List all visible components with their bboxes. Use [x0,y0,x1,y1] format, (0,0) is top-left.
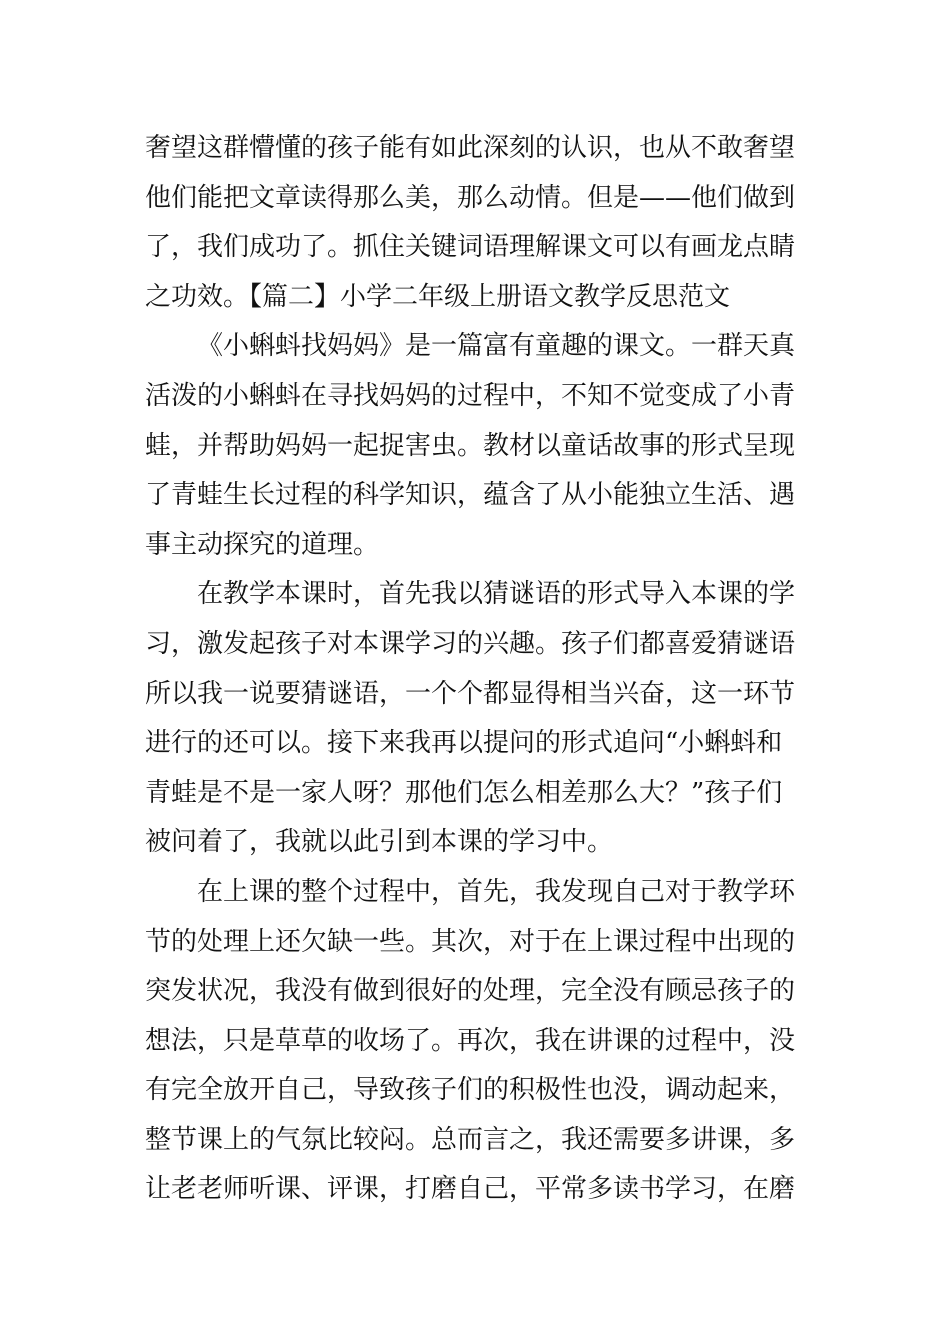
text-line: 所以我一说要猜谜语，一个个都显得相当兴奋，这一环节 [145,678,796,709]
paragraph-2 [145,322,805,570]
text-line: 之功效。【篇二】小学二年级上册语文教学反思范文 [145,281,731,312]
text-line: 习，激发起孩子对本课学习的兴趣。孩子们都喜爱猜谜语 [145,628,796,659]
paragraph-1 [145,124,805,322]
paragraph-3 [145,570,805,868]
text-line: 事主动探究的道理。 [145,529,380,560]
text-line: 奢望这群懵懂的孩子能有如此深刻的认识，也从不敢奢望 [145,133,796,163]
text-line: 了，我们成功了。抓住关键词语理解课文可以有画龙点睛 [145,232,796,263]
text-line: 青蛙是不是一家人呀？那他们怎么相差那么大？”孩子们 [145,777,783,808]
text-line: 节的处理上还欠缺一些。其次，对于在上课过程中出现的 [145,926,796,957]
text-line: 突发状况，我没有做到很好的处理，完全没有顾忌孩子的 [145,976,796,1007]
text-line: 被问着了，我就以此引到本课的学习中。 [145,827,614,858]
text-line: 蛙，并帮助妈妈一起捉害虫。教材以童话故事的形式呈现 [145,430,796,461]
text-line: 在教学本课时，首先我以猜谜语的形式导入本课的学 [197,579,796,610]
text-line: 让老老师听课、评课，打磨自己，平常多读书学习，在磨 [145,1174,796,1205]
text-line: 《小蝌蚪找妈妈》是一篇富有童趣的课文。一群天真 [197,331,796,362]
text-line: 进行的还可以。接下来我再以提问的形式追问“小蝌蚪和 [145,728,783,759]
text-line: 在上课的整个过程中，首先，我发现自己对于教学环 [197,876,796,907]
text-line: 活泼的小蝌蚪在寻找妈妈的过程中，不知不觉变成了小青 [145,380,796,411]
text-line: 想法，只是草草的收场了。再次，我在讲课的过程中，没 [145,1025,796,1056]
text-line: 了青蛙生长过程的科学知识，蕴含了从小能独立生活、遇 [145,480,796,511]
document-body [145,124,805,1215]
paragraph-4 [145,868,805,1215]
text-line: 他们能把文章读得那么美，那么动情。但是——他们做到 [145,182,796,213]
text-line: 有完全放开自己，导致孩子们的积极性也没，调动起来， [145,1075,796,1106]
text-line: 整节课上的气氛比较闷。总而言之，我还需要多讲课，多 [145,1124,796,1155]
